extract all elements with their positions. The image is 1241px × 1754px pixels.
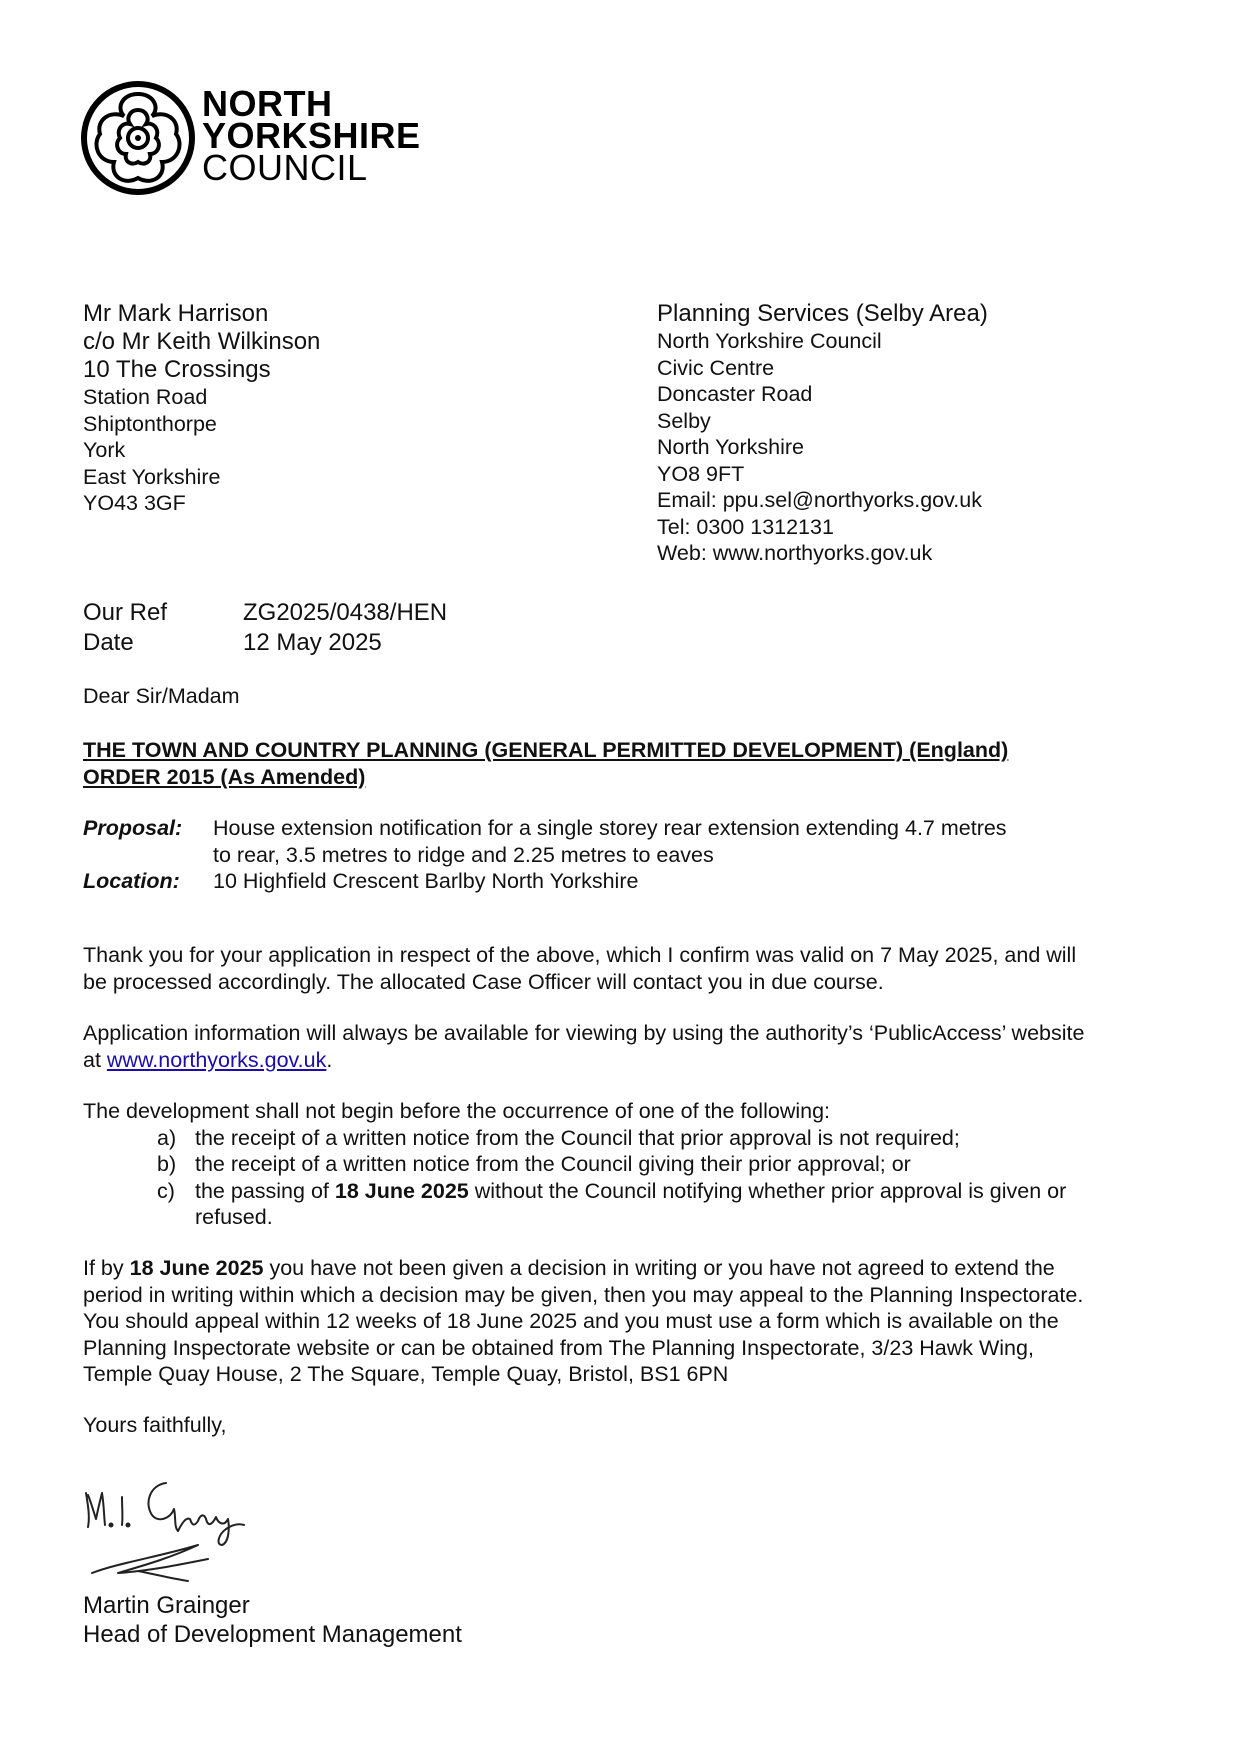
condition-marker: b)	[157, 1152, 177, 1176]
conditions-list	[83, 1125, 1173, 1231]
condition-date: 18 June 2025	[334, 1178, 469, 1203]
date-label: Date	[83, 629, 134, 656]
condition-text-before: the passing of	[195, 1178, 335, 1203]
recipient-name: Mr Mark Harrison	[83, 300, 269, 327]
para4-line-5: Temple Quay House, 2 The Square, Temple Quay, Bristol, BS1 6PN	[83, 1362, 729, 1386]
sender-line-1: North Yorkshire Council	[657, 329, 882, 353]
proposal-value	[213, 815, 1173, 868]
paragraph-public-access	[83, 1020, 1173, 1073]
paragraph-appeal	[83, 1255, 1173, 1388]
para2-line-2	[83, 1047, 1173, 1074]
condition-marker: a)	[157, 1125, 177, 1150]
condition-text-line-2: refused.	[195, 1205, 273, 1229]
location-label: Location:	[83, 869, 180, 893]
sender-address	[657, 300, 988, 567]
sender-line-3: Doncaster Road	[657, 382, 813, 406]
para4-line-3: You should appeal within 12 weeks of 18 June 2025 and you must use a form which is available on the	[83, 1309, 1059, 1333]
proposal-label: Proposal:	[83, 816, 183, 840]
logo-line-1: NORTH	[202, 83, 333, 124]
sender-postcode: YO8 9FT	[657, 461, 745, 486]
our-ref-label: Our Ref	[83, 599, 168, 626]
condition-text: the receipt of a written notice from the Council giving their prior approval; or	[195, 1152, 911, 1176]
signatory-block	[83, 1591, 1173, 1649]
sender-web: Web: www.northyorks.gov.uk	[657, 541, 933, 565]
condition-item	[157, 1151, 1173, 1178]
sender-email: Email: ppu.sel@northyorks.gov.uk	[657, 488, 982, 512]
sender-tel: Tel: 0300 1312131	[657, 514, 834, 539]
proposal-line-1: House extension notification for a single storey rear extension extending 4.7 metres	[213, 816, 1007, 840]
para1-line-1: Thank you for your application in respect of the above, which I confirm was valid on 7 May 2025, and will	[83, 943, 1077, 967]
sender-dept: Planning Services (Selby Area)	[657, 300, 988, 327]
closing: Yours faithfully,	[83, 1413, 227, 1437]
para2-prefix: at	[83, 1047, 107, 1072]
para4-line-4: Planning Inspectorate website or can be obtained from The Planning Inspectorate, 3/23 Hawk Wing,	[83, 1335, 1034, 1360]
recipient-address	[83, 300, 320, 517]
recipient-line-4: York	[83, 438, 126, 462]
recipient-postcode: YO43 3GF	[83, 491, 186, 515]
our-ref-value: ZG2025/0438/HEN	[243, 599, 448, 626]
recipient-line-2: Station Road	[83, 385, 208, 409]
paragraph-validation	[83, 942, 1173, 995]
sender-line-5: North Yorkshire	[657, 435, 804, 459]
condition-item	[157, 1178, 1173, 1231]
heading-line-1: THE TOWN AND COUNTRY PLANNING (GENERAL PERMITTED DEVELOPMENT) (England)	[83, 738, 1009, 762]
para4-line-2: period in writing within which a decision may be given, then you may appeal to the Planning Inspectorate.	[83, 1282, 1084, 1307]
condition-text-after: without the Council notifying whether prior approval is given or	[468, 1178, 1067, 1203]
website-link[interactable]: www.northyorks.gov.uk	[106, 1047, 327, 1072]
logo-line-3: COUNCIL	[202, 147, 368, 188]
reference-block	[83, 598, 447, 658]
recipient-line-1: 10 The Crossings	[83, 356, 271, 383]
handwritten-signature-icon	[78, 1475, 278, 1585]
logo-line-2: YORKSHIRE	[202, 115, 421, 156]
recipient-line-3: Shiptonthorpe	[83, 411, 217, 436]
paragraph-conditions	[83, 1098, 1173, 1231]
heading-line-2: ORDER 2015 (As Amended)	[83, 764, 366, 789]
para4-line-1	[83, 1255, 1173, 1282]
proposal-row	[83, 815, 1173, 868]
recipient-care-of: c/o Mr Keith Wilkinson	[83, 328, 321, 355]
date-value: 12 May 2025	[243, 629, 382, 656]
our-ref-row	[83, 598, 447, 628]
sender-line-4: Selby	[657, 408, 711, 433]
location-row	[83, 868, 1173, 895]
council-logo	[80, 80, 440, 200]
date-row	[83, 628, 447, 658]
sender-line-2: Civic Centre	[657, 355, 775, 380]
tudor-rose-icon	[80, 80, 196, 196]
condition-text	[195, 1178, 1173, 1231]
condition-item	[157, 1125, 1173, 1152]
signatory-name: Martin Grainger	[83, 1592, 250, 1619]
para3-intro: The development shall not begin before the occurrence of one of the following:	[83, 1099, 831, 1123]
recipient-line-5: East Yorkshire	[83, 464, 221, 489]
para2-line-1: Application information will always be available for viewing by using the authority’s ‘PublicAccess’ website	[83, 1021, 1085, 1045]
signatory-title: Head of Development Management	[83, 1621, 462, 1648]
para4-line-1-rest: you have not been given a decision in writing or you have not agreed to extend the	[263, 1256, 1055, 1280]
letter-heading	[83, 737, 1173, 790]
para4-date: 18 June 2025	[129, 1256, 264, 1280]
para4-prefix: If by	[83, 1256, 130, 1280]
condition-text: the receipt of a written notice from the Council that prior approval is not required;	[195, 1125, 960, 1150]
proposal-line-2: to rear, 3.5 metres to ridge and 2.25 metres to eaves	[213, 842, 714, 867]
logo-wordmark	[202, 83, 421, 188]
para2-suffix: .	[326, 1047, 333, 1072]
condition-marker: c)	[157, 1178, 175, 1203]
salutation: Dear Sir/Madam	[83, 684, 240, 708]
proposal-block	[83, 815, 1173, 895]
para1-line-2: be processed accordingly. The allocated Case Officer will contact you in due course.	[83, 969, 884, 994]
location-value: 10 Highfield Crescent Barlby North Yorkshire	[213, 869, 639, 893]
